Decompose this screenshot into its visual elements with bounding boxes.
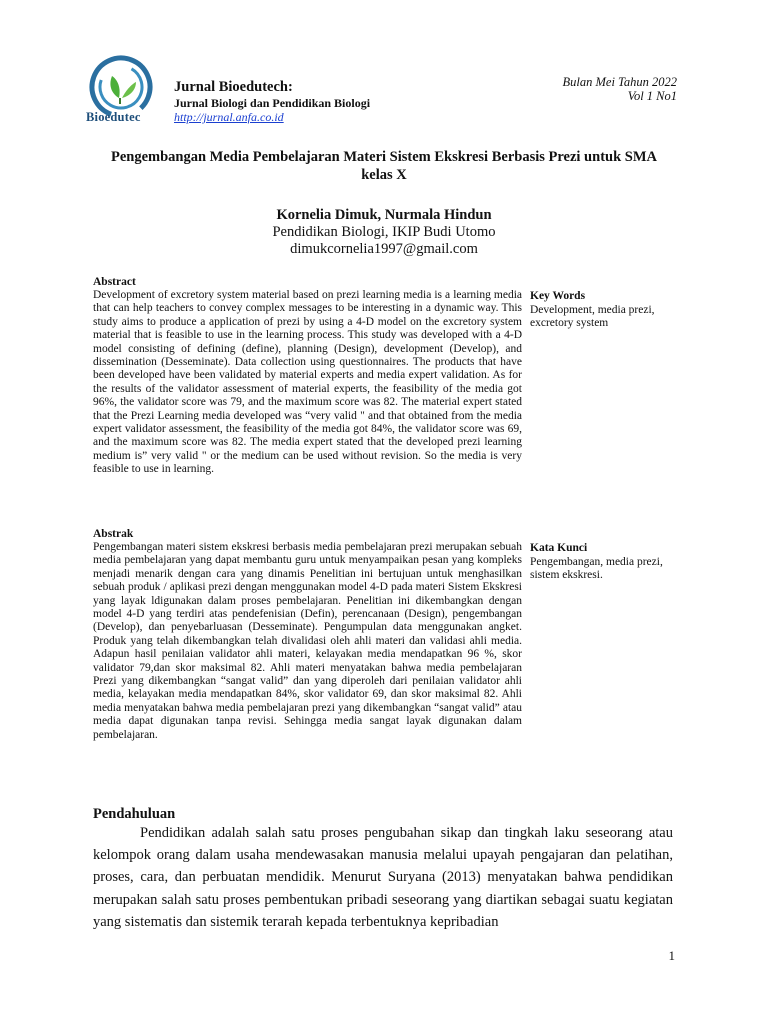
abstrak-heading: Abstrak (93, 528, 134, 540)
affiliation: Pendidikan Biologi, IKIP Budi Utomo (272, 224, 496, 240)
keywords-heading: Key Words (530, 290, 586, 302)
abstract-heading: Abstract (93, 276, 136, 288)
issue-date: Bulan Mei Tahun 2022 (562, 75, 677, 89)
author-email: dimukcornelia1997@gmail.com (290, 241, 478, 257)
introduction-heading: Pendahuluan (93, 806, 176, 822)
introduction-text: Pendidikan adalah salah satu proses pengubahan sikap dan tingkah laku seseorang atau kelompok orang dalam usaha mendewasakan manusia melalui upayah pengajaran dan pelatihan, proses, cara, dan perbuatan mendidik. Menurut Suryana (2013) menyatakan bahwa pendidikan merupakan salah satu proses pembentukan pribadi seseorang yang diartikan sebagai suatu kegiatan yang sistematis dan sistemik terarah kepada terbentuknya kepribadian (93, 825, 673, 930)
abstract-text: Development of excretory system material based on prezi learning media is a learning media that can help teachers to convey complex messages to be interesting in a dynamic way. This study aims to produce a application of prezi by using a 4-D model on the excretory system material that is feasible to use in the learning process. This study was developed with a 4-D model consisting of defining (define), planning (Design), development (Develop), and dissemination (Desseminate). Data collection using questionnaires. The products that have been developed have been validated by material experts and media expert validation. As for the results of the validator assessment of material experts, the feasibility of the media got 96%, the validator score was 79, and the maximum score was 82. The material expert stated that the Prezi Learning media developed was “very valid " and that obtained from the media expert validator assessment, the feasibility of the media got 84%, the validator score was 69, and the maximum score was 82. The media expert stated that the developed prezi learning medium is” very valid " or the medium can be used without revision. So the media is very feasible to use in learning. (93, 289, 522, 476)
journal-url-link[interactable]: http://jurnal.anfa.co.id (174, 110, 284, 124)
journal-title: Jurnal Bioedutech: (174, 79, 293, 95)
authors: Kornelia Dimuk, Nurmala Hindun (276, 207, 492, 223)
paper-title: Pengembangan Media Pembelajaran Materi Sistem Ekskresi Berbasis Prezi untuk SMA kelas X (110, 149, 657, 183)
kata-kunci-heading: Kata Kunci (530, 542, 588, 554)
issue-volume: Vol 1 No1 (627, 89, 677, 103)
logo-wordmark: Bioedutec (86, 110, 141, 124)
abstrak-text: Pengembangan materi sistem ekskresi berbasis media pembelajaran prezi merupakan sebuah media pembelajaran yang dapat membantu guru untuk menyampaikan pesan yang kompleks menjadi menarik dengan cara yang dinamis Penelitian ini bertujuan untuk menghasilkan sebuah produk / aplikasi prezi dengan menggunakan model 4-D pada materi Sistem Ekskresi yang layak ldigunakan dalam proses pembelajaran. Penelitian ini dikembangkan dengan model 4-D yang terdiri atas pendefenisian (Defin), perencanaan (Design), pengembangan (Develop), dan penyebarluasan (Desseminate). Pengumpulan data menggunakan angket. Produk yang telah dikembangkan telah divalidasi oleh ahli materi dan validasi ahli media. Adapun hasil penilaian validator ahli materi, kelayakan media mendapatkan 96 %, skor validator 79,dan skor maksimal 82. Ahli materi menyatakan bahwa media pembelajaran Prezi yang dikembangkan “sangat valid” dan yang diperoleh dari penilaian validator ahli media, kelayakan media mendapatkan 84%, skor validator 69, dan skor maksimal 82. Ahli media menyatakan bahwa media pembelajaran prezi yang dikembangkan “sangat valid” atau media dapat digunakan tanpa revisi. Sehingga media sangat layak digunakan dalam pembelajaran. (93, 541, 522, 741)
page-number: 1 (668, 948, 675, 963)
kata-kunci-text: Pengembangan, media prezi, sistem ekskresi. (530, 556, 663, 582)
keywords-text: Development, media prezi, excretory system (530, 304, 655, 330)
journal-subtitle: Jurnal Biologi dan Pendidikan Biologi (174, 96, 371, 110)
